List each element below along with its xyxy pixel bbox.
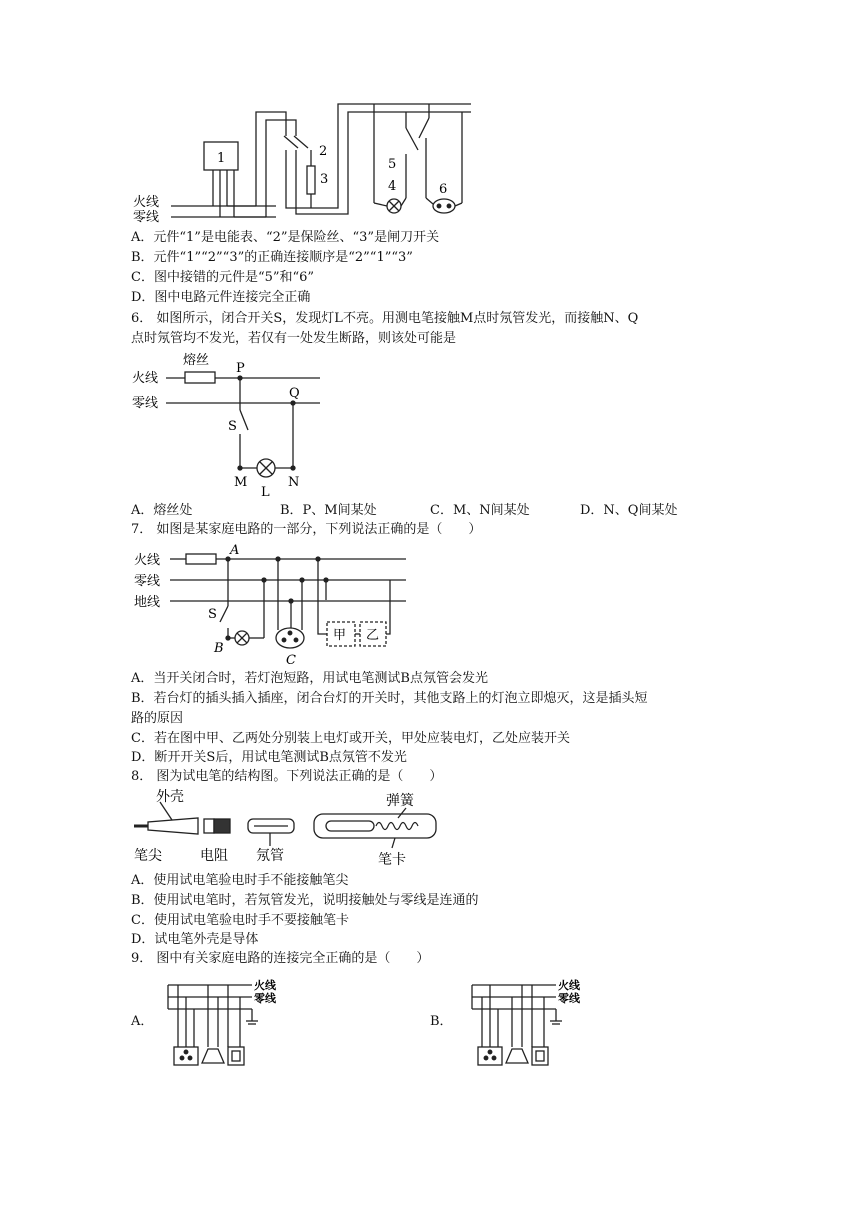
q7-stem: 7． 如图是某家庭电路的一部分，下列说法正确的是（ ）	[131, 522, 482, 537]
q7-circuit-diagram	[128, 540, 418, 670]
q6-live-label: 火线	[132, 371, 159, 386]
q7-switch-s: S	[208, 607, 217, 622]
q5-neutral-label: 零线	[133, 210, 160, 225]
q9-b-live-label: 火线	[558, 979, 580, 992]
q9-stem: 9． 图中有关家庭电路的连接完全正确的是（ ）	[131, 951, 430, 966]
q7-option-c: C．若在图中甲、乙两处分别装上电灯或开关，甲处应装电灯，乙处应装开关	[131, 731, 570, 746]
q7-live-label: 火线	[134, 553, 161, 568]
q6-point-p: P	[236, 361, 245, 376]
q8-option-d: D．试电笔外壳是导体	[131, 932, 259, 947]
q9-a-live-label: 火线	[254, 979, 276, 992]
q7-neutral-label: 零线	[134, 574, 161, 589]
q6-fuse-label: 熔丝	[183, 353, 210, 368]
q8-shell-label: 外壳	[156, 789, 184, 805]
q5-label-6: 6	[439, 182, 448, 197]
q9-b-neutral-label: 零线	[558, 992, 580, 1005]
q6-option-a: A．熔丝处	[131, 503, 193, 518]
q7-option-a: A．当开关闭合时，若灯泡短路，用试电笔测试B点氖管会发光	[131, 671, 488, 686]
q8-resistor-label: 电阻	[200, 848, 228, 864]
q5-option-d: D．图中电路元件连接完全正确	[131, 290, 311, 305]
q6-point-q: Q	[289, 386, 300, 401]
q6-stem-line2: 点时氖管均不发光，若仅有一处发生断路，则该处可能是	[131, 331, 457, 346]
q5-label-2: 2	[319, 144, 328, 159]
q8-option-a: A．使用试电笔验电时手不能接触笔尖	[131, 873, 349, 888]
q8-option-c: C．使用试电笔验电时手不要接触笔卡	[131, 913, 349, 928]
q5-label-3: 3	[320, 172, 329, 187]
q6-switch-s: S	[228, 419, 237, 434]
q5-live-label: 火线	[133, 195, 160, 210]
q5-option-c: C．图中接错的元件是“5”和“6”	[131, 270, 315, 285]
q9-option-a-diagram	[162, 975, 282, 1073]
q8-neon-label: 氖管	[256, 848, 284, 864]
q7-socket-c: C	[286, 653, 296, 668]
q8-clip-label: 笔卡	[378, 852, 406, 868]
q9-option-b-label: B．	[430, 1014, 453, 1029]
q6-option-d: D．N、Q间某处	[580, 503, 678, 518]
q8-tip-label: 笔尖	[134, 848, 162, 864]
q7-option-b-line1: B．若台灯的插头插入插座，闭合台灯的开关时，其他支路上的灯泡立即熄灭，这是插头短	[131, 691, 648, 706]
q7-point-b: B	[214, 641, 224, 656]
q7-box-yi: 乙	[366, 628, 380, 643]
q6-point-m: M	[234, 475, 248, 490]
q7-option-b-line2: 路的原因	[131, 711, 184, 726]
q5-label-1: 1	[217, 151, 226, 166]
q8-spring-label: 弹簧	[386, 793, 414, 809]
q6-neutral-label: 零线	[132, 396, 159, 411]
q7-ground-label: 地线	[134, 595, 161, 610]
q6-lamp-l: L	[261, 485, 270, 500]
q9-option-b-diagram	[466, 975, 586, 1073]
q6-option-c: C．M、N间某处	[430, 503, 530, 518]
q5-label-4: 4	[388, 179, 397, 194]
q5-label-5: 5	[388, 157, 397, 172]
q8-stem: 8． 图为试电笔的结构图。下列说法正确的是（ ）	[131, 769, 443, 784]
q7-point-a: A	[230, 543, 240, 558]
q6-circuit-diagram	[130, 350, 330, 500]
q6-option-b: B．P、M间某处	[280, 503, 377, 518]
q9-a-neutral-label: 零线	[254, 992, 276, 1005]
q5-option-a: A．元件“1”是电能表、“2”是保险丝、“3”是闸刀开关	[131, 230, 440, 245]
q5-circuit-diagram	[126, 98, 486, 230]
q9-option-a-label: A．	[131, 1014, 154, 1029]
q7-option-d: D．断开开关S后，用试电笔测试B点氖管不发光	[131, 750, 407, 765]
q6-stem-line1: 6． 如图所示，闭合开关S，发现灯L不亮。用测电笔接触M点时氖管发光，而接触N、Q	[131, 311, 639, 326]
q6-point-n: N	[288, 475, 300, 490]
q8-test-pen-diagram	[130, 788, 450, 872]
q8-option-b: B．使用试电笔时，若氖管发光，说明接触处与零线是连通的	[131, 893, 479, 908]
q5-option-b: B．元件“1”“2”“3”的正确连接顺序是“2”“1”“3”	[131, 250, 413, 265]
q7-box-jia: 甲	[333, 628, 347, 643]
